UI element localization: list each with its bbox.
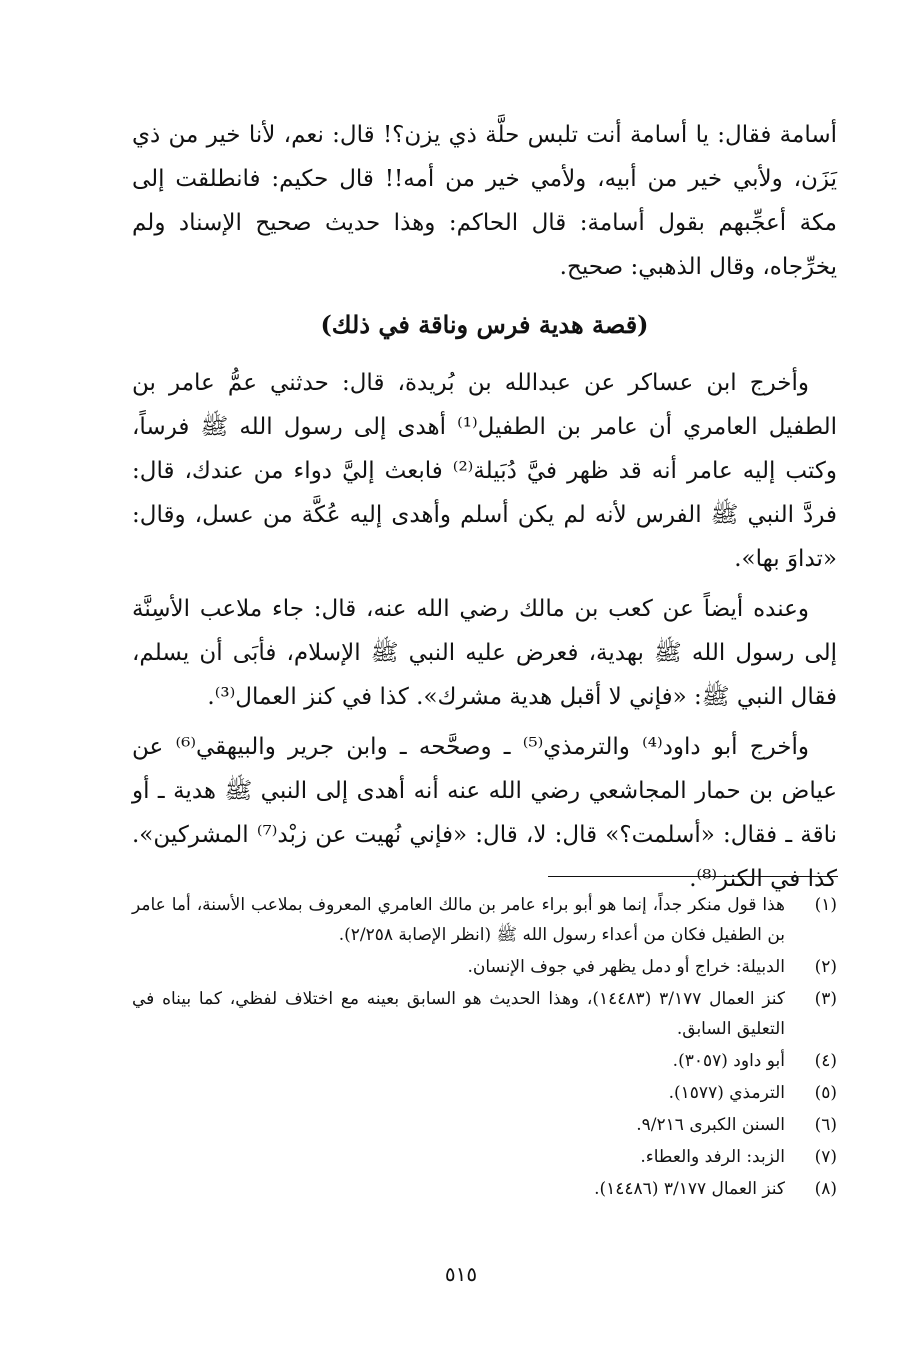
footnote-text: أبو داود (٣٠٥٧).: [672, 1051, 785, 1071]
footnote-number: (٧): [814, 1147, 837, 1167]
footnote-text: الزبد: الرفد والعطاء.: [640, 1147, 785, 1167]
footnote-number: (٢): [814, 957, 837, 977]
footnote: [132, 890, 837, 950]
footnote: [132, 1078, 837, 1108]
footnote: [132, 1046, 837, 1076]
footnote-number: (٨): [814, 1179, 837, 1199]
footnote-number: (٣): [814, 989, 837, 1009]
footnote: [132, 1174, 837, 1204]
paragraph-1: أسامة فقال: يا أسامة أنت تلبس حلَّة ذي يزن؟! قال: نعم، لأنا خير من ذي يَزَن، ولأبي خير من أبيه، ولأمي خير من أمه!! قال حكيم: فانطلقت إلى مكة أعجِّبهم بقول أسامة: قال الحاكم: وهذا حديث صحيح الإسناد ولم يخرِّجاه، وقال الذهبي: صحيح.: [132, 122, 837, 280]
main-text: [132, 113, 837, 907]
paragraph-4: وأخرج أبو داود⁽⁴⁾ والترمذي⁽⁵⁾ ـ وصحَّحه ـ وابن جرير والبيهقي⁽⁶⁾ عن عياض بن حمار المجاشعي رضي الله عنه أنه أهدى إلى النبي ﷺ هدية ـ أو ناقة ـ فقال: «أسلمت؟» قال: لا، قال: «فإني نُهيت عن زبْد⁽⁷⁾ المشركين». كذا في الكنز⁽⁸⁾.: [132, 734, 837, 892]
footnote-text: الدبيلة: خراج أو دمل يظهر في جوف الإنسان.: [467, 957, 785, 977]
footnote-text: السنن الكبرى ٩/٢١٦.: [636, 1115, 785, 1135]
footnote-number: (٥): [814, 1083, 837, 1103]
paragraph-3: وعنده أيضاً عن كعب بن مالك رضي الله عنه، قال: جاء ملاعب الأسِنَّة إلى رسول الله ﷺ بهدية، فعرض عليه النبي ﷺ الإسلام، فأبَى أن يسلم، فقال النبي ﷺ: «فإني لا أقبل هدية مشرك». كذا في كنز العمال⁽³⁾.: [132, 596, 837, 710]
footnote-text: الترمذي (١٥٧٧).: [668, 1083, 785, 1103]
footnote-text: هذا قول منكر جداً، إنما هو أبو براء عامر بن مالك العامري المعروف بملاعب الأسنة، أما عامر بن الطفيل فكان من أعداء رسول الله ﷺ (انظر الإصابة ٢/٢٥٨).: [132, 895, 785, 945]
footnote-number: (٦): [814, 1115, 837, 1135]
footnote: [132, 952, 837, 982]
footnote: [132, 984, 837, 1044]
footnote-text: كنز العمال ٣/١٧٧ (١٤٤٨٣)، وهذا الحديث هو السابق بعينه مع اختلاف لفظي، كما بيناه في التعليق السابق.: [132, 989, 785, 1039]
footnote-number: (٤): [814, 1051, 837, 1071]
footnote-number: (١): [814, 895, 837, 915]
footnote: [132, 1142, 837, 1172]
page-number: ٥١٥: [444, 1262, 478, 1286]
footnote-divider: [548, 876, 838, 877]
footnotes: [132, 890, 837, 1206]
footnote-text: كنز العمال ٣/١٧٧ (١٤٤٨٦).: [594, 1179, 785, 1199]
paragraph-2: وأخرج ابن عساكر عن عبدالله بن بُريدة، قال: حدثني عمُّ عامر بن الطفيل العامري أن عامر بن الطفيل⁽¹⁾ أهدى إلى رسول الله ﷺ فرساً، وكتب إليه عامر أنه قد ظهر فيَّ دُبَيلة⁽²⁾ فابعث إليَّ دواء من عندك، قال: فردَّ النبي ﷺ الفرس لأنه لم يكن أسلم وأهدى إليه عُكَّة من عسل، وقال: «تداوَ بها».: [132, 370, 837, 572]
section-heading: (قصة هدية فرس وناقة في ذلك): [320, 310, 649, 339]
footnote: [132, 1110, 837, 1140]
